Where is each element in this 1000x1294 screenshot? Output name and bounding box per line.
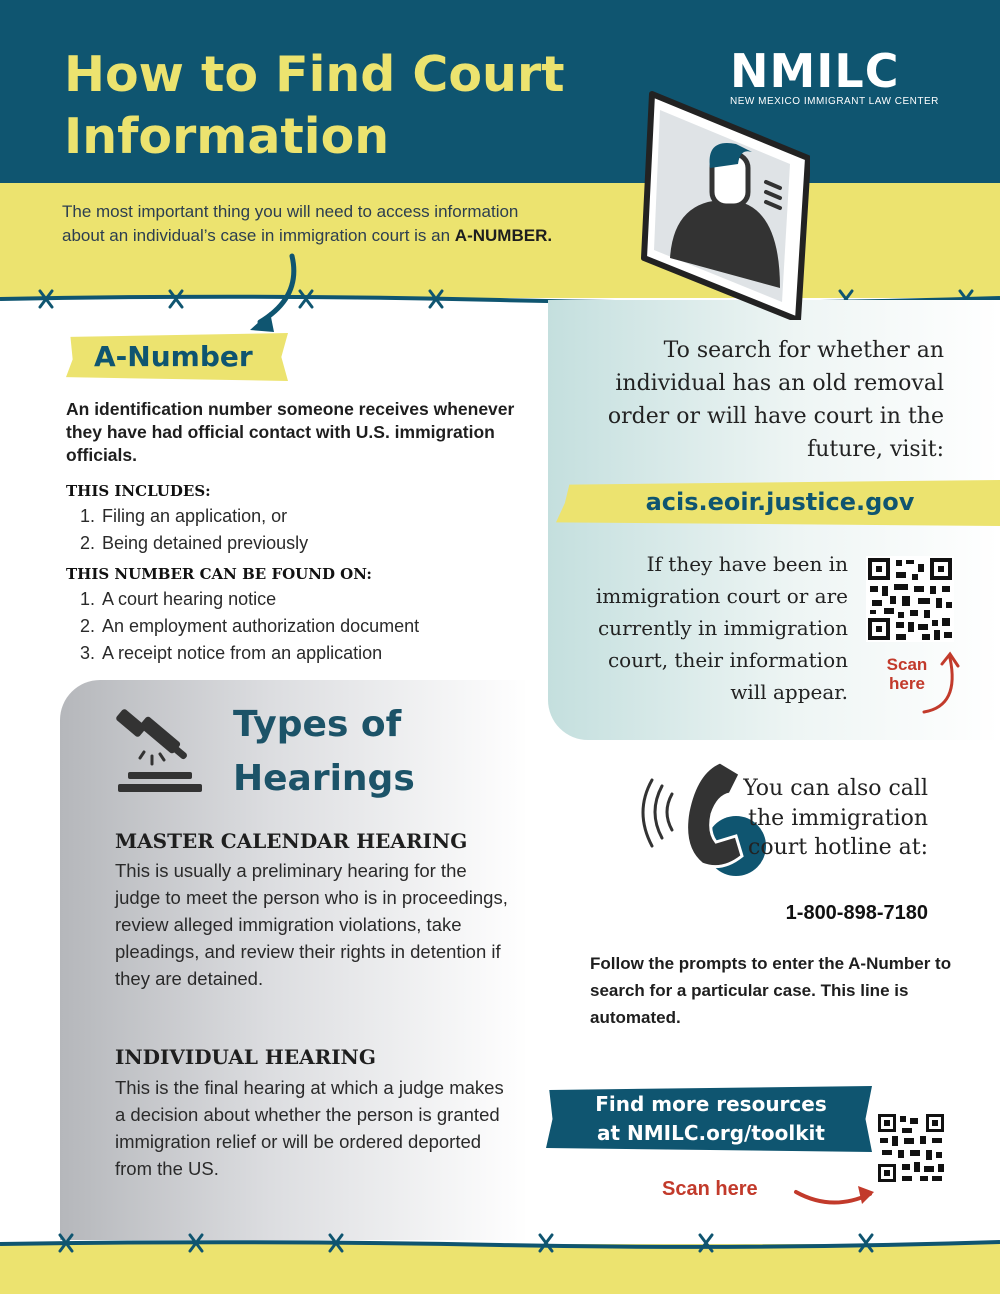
individual-hearing-heading: INDIVIDUAL HEARING <box>115 1045 376 1069</box>
intro-emphasis: A-NUMBER. <box>454 226 553 245</box>
gavel-icon <box>110 700 210 796</box>
scan-here-label: Scan here <box>886 655 928 693</box>
hotline-instructions: Follow the prompts to enter the A-Number to search for a particular case. This line is automated. <box>590 954 952 1027</box>
master-hearing-body: This is usually a preliminary hearing for the judge to meet the person who is in proceedings, review alleged immigration violations, take pleadings, and review their rights in detention if they are detained. <box>115 860 508 989</box>
list-item: 2. Being detained previously <box>80 533 309 553</box>
search-instructions: To search for whether an individual has an old removal order or will have court in the future, visit: <box>607 338 944 462</box>
a-number-description: An identification number someone receives whenever they have had official contact with U.S. immigration officials. <box>66 399 515 465</box>
hotline-number[interactable]: 1-800-898-7180 <box>785 902 928 924</box>
list-item: 3. A receipt notice from an application <box>80 643 383 663</box>
list-item: 1. Filing an application, or <box>80 506 288 526</box>
includes-heading: THIS INCLUDES: <box>66 482 211 500</box>
qr-code-icon[interactable] <box>866 556 954 642</box>
arrow-icon <box>910 648 966 716</box>
arrow-icon <box>792 1176 880 1216</box>
hotline-text: You can also call the immigration court hotline at: <box>743 776 928 860</box>
intro-text: The most important thing you will need to access information about an individual’s case in immigration court is an A-NUMBER. <box>62 202 553 245</box>
logo-wordmark: NMILC <box>730 44 900 98</box>
search-result-note: If they have been in immigration court or are currently in immigration court, their information will appear. <box>595 552 848 704</box>
list-item: 2. An employment authorization document <box>80 616 420 636</box>
page-title: How to Find Court Information <box>64 46 565 165</box>
found-on-list <box>80 586 540 667</box>
a-number-title: A-Number <box>94 340 253 373</box>
list-item: 1. A court hearing notice <box>80 589 277 609</box>
barbed-wire-icon <box>0 1230 1000 1256</box>
found-on-heading: THIS NUMBER CAN BE FOUND ON: <box>66 565 372 583</box>
includes-list <box>80 503 540 557</box>
id-card-icon <box>640 88 810 320</box>
resources-link[interactable]: Find more resources at NMILC.org/toolkit <box>595 1092 827 1145</box>
hearings-title: Types of Hearings <box>233 704 415 799</box>
individual-hearing-body: This is the final hearing at which a judge makes a decision about whether the person is granted immigration relief or will be ordered deported from the US. <box>115 1077 504 1179</box>
acis-link[interactable]: acis.eoir.justice.gov <box>645 488 915 516</box>
qr-code-icon[interactable] <box>876 1112 946 1184</box>
scan-here-label: Scan here <box>662 1178 758 1200</box>
logo-subtitle: NEW MEXICO IMMIGRANT LAW CENTER <box>730 96 939 107</box>
master-hearing-heading: MASTER CALENDAR HEARING <box>115 829 468 853</box>
